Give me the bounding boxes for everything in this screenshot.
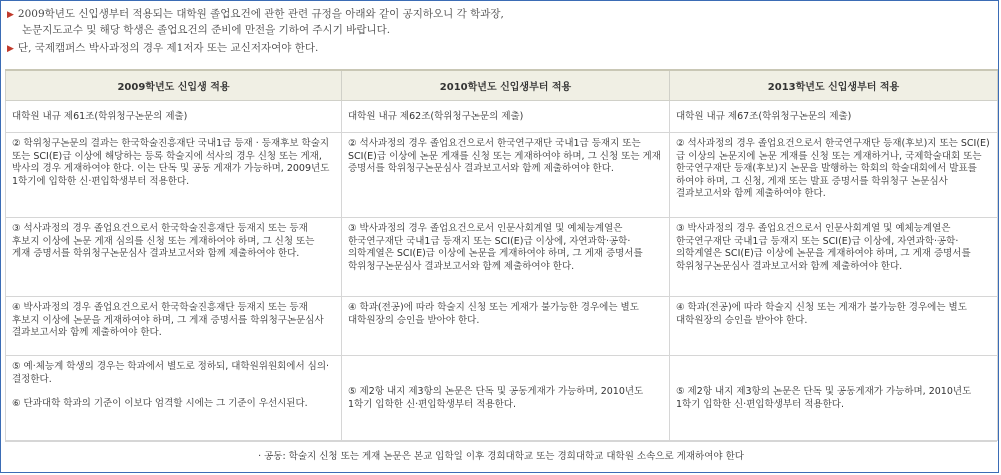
table-row <box>6 101 998 133</box>
table-row <box>6 218 998 297</box>
cell-clause-4-2010: ④ 학과(전공)에 따라 학술지 신청 또는 게재가 불가능한 경우에는 별도 대학원장의 승인을 받아야 한다. <box>342 297 670 356</box>
notice-line-1-continued: 논문지도교수 및 해당 학생은 졸업요건의 준비에 만전을 기하여 주시기 바랍니다. <box>22 24 391 36</box>
header-2013: 2013학년도 신입생부터 적용 <box>670 70 998 101</box>
header-2010: 2010학년도 신입생부터 적용 <box>342 70 670 101</box>
notice-line-1-text: 2009학년도 신입생부터 적용되는 대학원 졸업요건에 관한 관련 규정을 아래와 같이 공지하오니 각 학과장, <box>17 8 504 20</box>
notice-block <box>7 5 504 68</box>
footnote: · 공동: 학술지 신청 또는 게재 논문은 본교 입학일 이후 경희대학교 또는 경희대학교 대학원 소속으로 게재하여야 한다 <box>5 441 997 472</box>
header-row <box>6 70 998 101</box>
cell-rule-2009: 대학원 내규 제61조(학위청구논문의 제출) <box>6 101 342 133</box>
cell-clause-2-2010: ② 석사과정의 경우 졸업요건으로서 한국연구재단 국내1급 등재지 또는 SCI(E)급 이상에 논문 게재를 신청 또는 게재하여야 하며, 그 신청 또는 게재 증명서를 학위청구논문심사 결과보고서와 함께 제출하여야 한다. <box>342 133 670 218</box>
cell-clause-3-2009: ③ 석사과정의 경우 졸업요건으로서 한국학술진흥재단 등재지 또는 등재 후보지 이상에 논문 게재 심의를 신청 또는 게재하여야 하며, 그 신청 또는 게재 증명서를 학위청구논문심사 결과보고서와 함께 제출하여야 한다. <box>6 218 342 297</box>
cell-clause-4-2013: ④ 학과(전공)에 따라 학술지 신청 또는 게재가 불가능한 경우에는 별도 대학원장의 승인을 받아야 한다. <box>670 297 998 356</box>
table-row <box>6 297 998 356</box>
notice-line-2-text: 단, 국제캠퍼스 박사과정의 경우 제1저자 또는 교신저자여야 한다. <box>17 42 319 54</box>
cell-rule-2010: 대학원 내규 제62조(학위청구논문의 제출) <box>342 101 670 133</box>
cell-clause-4-2009: ④ 박사과정의 경우 졸업요건으로서 한국학술진흥재단 등재지 또는 등재 후보지 이상에 논문을 게재하여야 하며, 그 게재 증명서를 학위청구논문심사 결과보고서와 함께 제출하여야 한다. <box>6 297 342 356</box>
cell-clause-5-2010: ⑤ 제2항 내지 제3항의 논문은 단독 및 공동게재가 가능하며, 2010년도 1학기 입학한 신·편입학생부터 적용한다. <box>342 356 670 441</box>
cell-clause-5-6-2009 <box>6 356 342 441</box>
table-row <box>6 356 998 441</box>
cell-clause-3-2013: ③ 박사과정의 경우 졸업요건으로서 인문사회계열 및 예체능계열은 한국연구재단 국내1급 등재지 또는 SCI(E)급 이상에, 자연과학·공학·의학계열은 SCI(E)급 이상에 논문을 게재하여야 하며, 그 게재 증명서를 학위청구논문심사 결과보고서와 함께 제출하여야 한다. <box>670 218 998 297</box>
triangle-bullet-icon: ▶ <box>7 10 14 20</box>
clause-5-text: ⑤ 예·체능계 학생의 경우는 학과에서 별도로 정하되, 대학원위원회에서 심의·결정한다. <box>12 361 330 385</box>
cell-clause-3-2010: ③ 박사과정의 경우 졸업요건으로서 인문사회계열 및 예체능계열은 한국연구재단 국내1급 등재지 또는 SCI(E)급 이상에, 자연과학·공학·의학계열은 SCI(E)급 이상에 논문을 게재하여야 하며, 그 게재 증명서를 학위청구논문심사 결과보고서와 함께 제출하여야 한다. <box>342 218 670 297</box>
notice-line-2 <box>7 41 318 57</box>
triangle-bullet-icon: ▶ <box>7 44 14 54</box>
regulation-table <box>5 69 998 441</box>
cell-rule-2013: 대학원 내규 제67조(학위청구논문의 제출) <box>670 101 998 133</box>
cell-clause-2-2013: ② 석사과정의 경우 졸업요건으로서 한국연구재단 등재(후보)지 또는 SCI(E)급 이상의 논문지에 논문 게재를 신청 또는 게재하거나, 국제학술대회 또는 한국연구재단 등재(후보)지 논문을 발행하는 학회의 학술대회에서 발표를 하여야 하며, 그 신청, 게재 또는 발표 증명서를 학위청구 논문심사 결과보고서와 함께 제출하여야 한다. <box>670 133 998 218</box>
cell-clause-5-2013: ⑤ 제2항 내지 제3항의 논문은 단독 및 공동게재가 가능하며, 2010년도 1학기 입학한 신·편입학생부터 적용한다. <box>670 356 998 441</box>
clause-6-text: ⑥ 단과대학 학과의 기준이 이보다 엄격할 시에는 그 기준이 우선시된다. <box>12 398 308 409</box>
table-row <box>6 133 998 218</box>
cell-clause-2-2009: ② 학위청구논문의 결과는 한국학술진흥재단 국내1급 등재 · 등재후보 학술지 또는 SCI(E)급 이상에 해당하는 등록 학술지에 석사의 경우 신청 또는 게재, 박사의 경우 게재하여야 한다. 이는 단독 및 공동 게재가 가능하며, 2009년도 1학기에 입학한 신·편입학생부터 적용한다. <box>6 133 342 218</box>
notice-line-1 <box>7 7 504 23</box>
header-2009: 2009학년도 신입생 적용 <box>6 70 342 101</box>
